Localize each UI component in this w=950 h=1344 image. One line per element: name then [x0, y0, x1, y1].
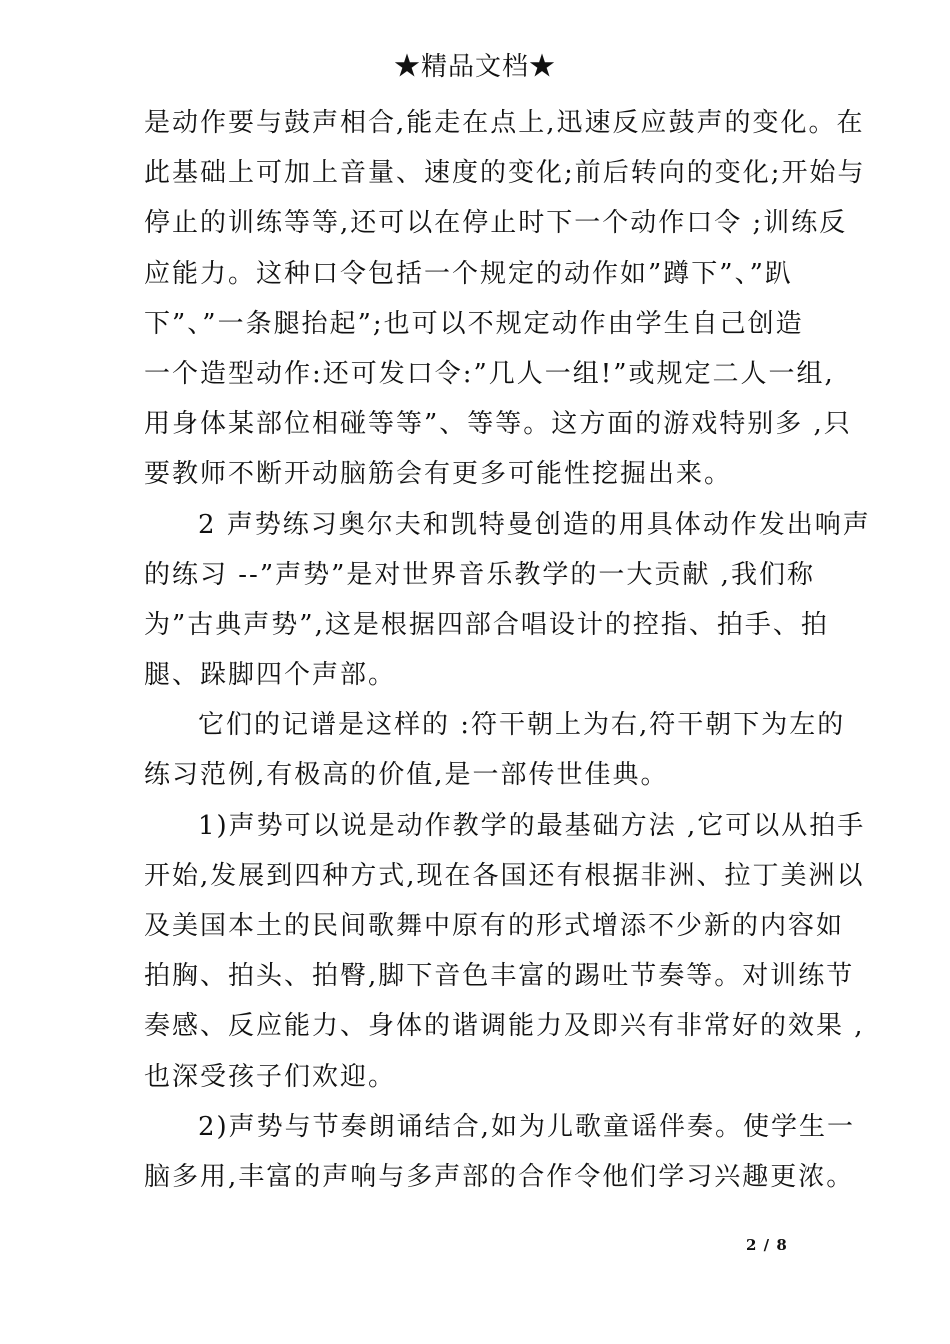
- text-line: 练习范例,有极高的价值,是一部传世佳典。: [144, 760, 669, 791]
- text-line: 停止的训练等等,还可以在停止时下一个动作口令 ;训练反: [144, 208, 848, 239]
- text-line: 及美国本土的民间歌舞中原有的形式增添不少新的内容如: [144, 911, 845, 941]
- text-line: 应能力。这种口令包括一个规定的动作如”蹲下”、”趴: [144, 258, 793, 289]
- paragraph-start-line: 1)声势可以说是动作教学的最基础方法 ,它可以从拍手: [198, 810, 866, 841]
- paragraph-start-line: 2 声势练习奥尔夫和凯特曼创造的用具体动作发出响声: [198, 509, 871, 540]
- text-line: 的练习 --”声势”是对世界音乐教学的一大贡献 ,我们称: [144, 559, 815, 590]
- page-number: 2 / 8: [746, 1236, 788, 1254]
- text-line: 一个造型动作:还可发口令:”几人一组!”或规定二人一组,: [144, 358, 835, 389]
- text-line: 拍胸、拍头、拍臀,脚下音色丰富的踢吐节奏等。对训练节: [144, 961, 855, 992]
- text-line: 脑多用,丰富的声响与多声部的合作令他们学习兴趣更浓。: [144, 1161, 855, 1192]
- text-line: 腿、跺脚四个声部。: [144, 660, 397, 691]
- text-line: 为”古典声势”,这是根据四部合唱设计的控指、拍手、拍: [144, 609, 829, 640]
- text-line: 开始,发展到四种方式,现在各国还有根据非洲、拉丁美洲以: [144, 860, 865, 891]
- text-line: 此基础上可加上音量、速度的变化;前后转向的变化;开始与: [144, 158, 866, 189]
- text-line: 也深受孩子们欢迎。: [144, 1061, 397, 1092]
- paragraph-start-line: 它们的记谱是这样的 :符干朝上为右,符干朝下为左的: [198, 710, 846, 741]
- text-line: 用身体某部位相碰等等”、等等。这方面的游戏特别多 ,只: [144, 409, 852, 440]
- body-text: [144, 98, 871, 1202]
- text-line: 要教师不断开动脑筋会有更多可能性挖掘出来。: [144, 459, 733, 490]
- page-header: ★精品文档★: [393, 52, 556, 82]
- text-line: 奏感、反应能力、身体的谐调能力及即兴有非常好的效果 ,: [144, 1011, 865, 1042]
- text-line: 下”、”一条腿抬起”;也可以不规定动作由学生自己创造: [144, 308, 804, 339]
- text-line: 是动作要与鼓声相合,能走在点上,迅速反应鼓声的变化。在: [144, 108, 865, 138]
- paragraph-start-line: 2)声势与节奏朗诵结合,如为儿歌童谣伴奏。使学生一: [198, 1111, 855, 1142]
